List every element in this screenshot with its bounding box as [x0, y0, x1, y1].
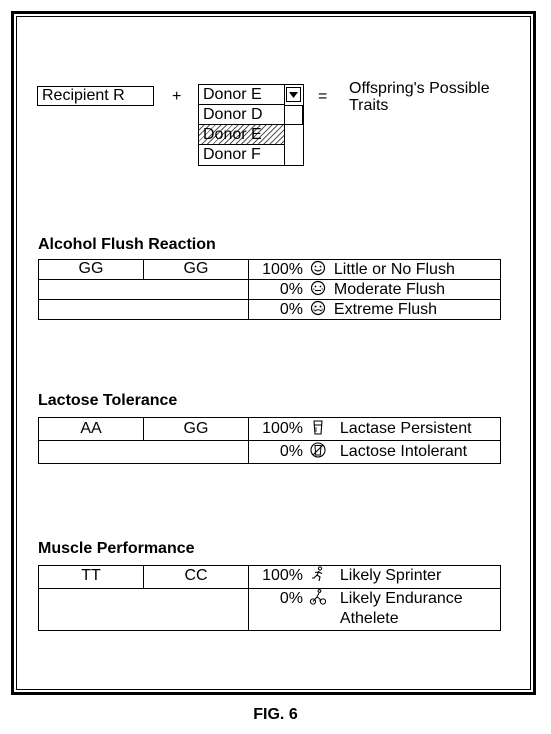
donor-selected-value[interactable]: Donor E — [199, 85, 285, 105]
donor-genotype: CC — [144, 566, 249, 589]
outcome-percent: 0% — [279, 443, 303, 460]
donor-option-f[interactable]: Donor F — [199, 145, 285, 165]
donor-dropdown[interactable] — [198, 84, 304, 166]
empty-genotype-cell — [39, 589, 249, 631]
cyclist-icon — [309, 589, 327, 605]
outcome-percent: 0% — [279, 301, 303, 318]
outcome-label: Lactose Intolerant — [339, 443, 468, 460]
outcome-label-line2: Athelete — [339, 610, 399, 627]
empty-genotype-cell — [39, 300, 249, 320]
figure-caption: FIG. 6 — [253, 706, 298, 723]
outcome-row — [249, 418, 501, 441]
red-face-icon — [309, 300, 327, 316]
outcome-row — [249, 589, 501, 631]
plus-sign: + — [172, 88, 182, 105]
outcome-label: Little or No Flush — [333, 261, 455, 278]
outcome-row — [249, 300, 501, 320]
outcome-percent: 0% — [279, 590, 303, 607]
recipient-genotype: AA — [39, 418, 144, 441]
equals-sign: = — [318, 88, 328, 105]
lactose-tolerance-table — [38, 417, 501, 464]
recipient-field: Recipient R — [37, 86, 154, 106]
outcome-label: Extreme Flush — [333, 301, 438, 318]
empty-genotype-cell — [39, 441, 249, 464]
recipient-genotype: TT — [39, 566, 144, 589]
donor-option-d[interactable]: Donor D — [199, 105, 285, 125]
section-title-alcohol-flush: Alcohol Flush Reaction — [38, 236, 216, 253]
no-milk-icon — [309, 442, 327, 458]
smiley-face-icon — [309, 260, 327, 276]
donor-genotype: GG — [144, 260, 249, 280]
chevron-down-icon — [289, 92, 298, 98]
section-title-lactose-tolerance: Lactose Tolerance — [38, 392, 178, 409]
outcome-percent: 100% — [262, 261, 303, 278]
outcome-row — [249, 280, 501, 300]
outcome-percent: 0% — [279, 281, 303, 298]
alcohol-flush-table — [38, 259, 501, 320]
outcome-percent: 100% — [262, 420, 303, 437]
muscle-performance-table — [38, 565, 501, 631]
outcome-row — [249, 441, 501, 464]
section-title-muscle-performance: Muscle Performance — [38, 540, 195, 557]
empty-genotype-cell — [39, 280, 249, 300]
outcome-label: Moderate Flush — [333, 281, 446, 298]
donor-option-e-highlighted[interactable]: Donor E — [199, 125, 285, 145]
recipient-genotype: GG — [39, 260, 144, 280]
outcome-row — [249, 260, 501, 280]
milk-glass-icon — [309, 419, 327, 435]
sprinter-icon — [309, 566, 327, 582]
outcome-percent: 100% — [262, 567, 303, 584]
offspring-traits-label: Offspring's Possible Traits — [349, 80, 490, 114]
outcome-label-line1: Likely Endurance — [339, 590, 463, 607]
outcome-label: Lactase Persistent — [339, 420, 472, 437]
dropdown-scrollbar[interactable] — [285, 105, 303, 125]
flushed-face-icon — [309, 280, 327, 296]
dropdown-arrow-button[interactable] — [286, 87, 301, 102]
outcome-row — [249, 566, 501, 589]
outcome-label — [340, 589, 463, 629]
outcome-label: Likely Sprinter — [339, 567, 442, 584]
donor-genotype: GG — [144, 418, 249, 441]
